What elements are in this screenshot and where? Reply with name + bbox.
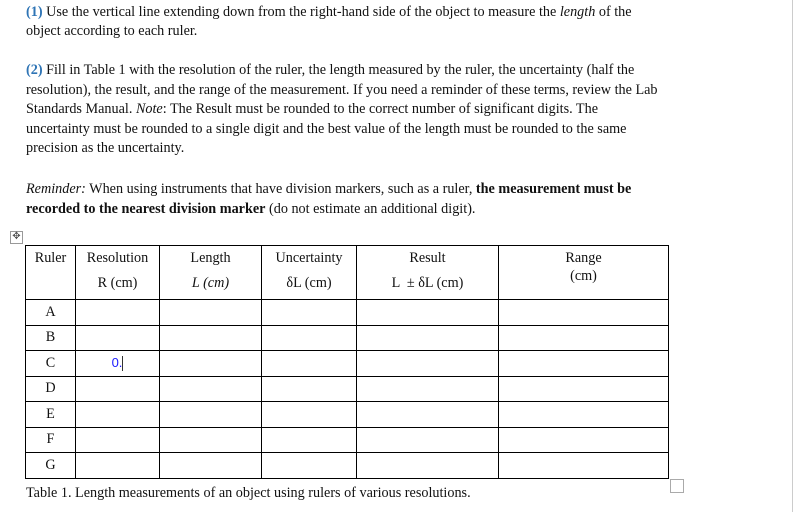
- table-row: [26, 402, 669, 428]
- cell-uncertainty[interactable]: [262, 427, 357, 453]
- text: Result: [409, 250, 446, 266]
- cell-resolution[interactable]: [76, 325, 160, 351]
- cell-resolution[interactable]: [76, 453, 160, 479]
- cell-result[interactable]: [357, 376, 499, 402]
- table-row: [26, 376, 669, 402]
- text: When using instruments that have division markers, such as a ruler,: [85, 181, 476, 197]
- header-resolution: [76, 246, 160, 300]
- text: Resolution: [86, 250, 149, 266]
- cell-result[interactable]: [357, 325, 499, 351]
- cell-ruler: D: [26, 376, 76, 402]
- reminder-line-2: [26, 200, 475, 219]
- cell-uncertainty[interactable]: [262, 351, 357, 377]
- cell-uncertainty[interactable]: [262, 300, 357, 326]
- cell-resolution[interactable]: [76, 300, 160, 326]
- cell-length[interactable]: [160, 402, 262, 428]
- cell-range[interactable]: [499, 300, 669, 326]
- table-row: [26, 427, 669, 453]
- step-number: (1): [26, 4, 43, 20]
- cell-result[interactable]: [357, 402, 499, 428]
- instruction-1-line-2: object according to each ruler.: [26, 23, 198, 39]
- text: length: [559, 4, 596, 20]
- cell-result[interactable]: [357, 427, 499, 453]
- header-uncertainty: [262, 246, 357, 300]
- text: Fill in Table 1 with the resolution of the ruler, the length measured by the ruler, the uncertainty (half the: [42, 62, 635, 78]
- header-result: [357, 246, 499, 300]
- cell-ruler: G: [26, 453, 76, 479]
- instruction-2-line-4: uncertainty must be rounded to a single digit and the best value of the length must be rounded to the same: [26, 120, 627, 137]
- text: Reminder:: [26, 181, 86, 197]
- text: δL (cm): [286, 275, 332, 291]
- instruction-1-line-1: [26, 3, 632, 22]
- text: Ruler: [34, 250, 67, 266]
- cell-ruler: E: [26, 402, 76, 428]
- cell-length[interactable]: [160, 376, 262, 402]
- resolution-entry[interactable]: 0.: [111, 354, 123, 370]
- cell-ruler: C: [26, 351, 76, 377]
- header-ruler: [26, 246, 76, 300]
- table-resize-handle[interactable]: [670, 479, 684, 493]
- cell-length[interactable]: [160, 325, 262, 351]
- cell-resolution[interactable]: [76, 376, 160, 402]
- text: (do not estimate an additional digit).: [265, 200, 476, 217]
- cell-uncertainty[interactable]: [262, 453, 357, 479]
- text: Use the vertical line extending down from the right-hand side of the object to measure the: [42, 4, 560, 20]
- cell-uncertainty[interactable]: [262, 325, 357, 351]
- text: Length: [190, 250, 231, 266]
- page-edge-divider: [792, 0, 793, 512]
- table-row: [26, 351, 669, 377]
- cell-resolution[interactable]: [76, 427, 160, 453]
- cell-ruler: B: [26, 325, 76, 351]
- text: the measurement must be: [475, 181, 632, 197]
- cell-result[interactable]: [357, 453, 499, 479]
- cell-range[interactable]: [499, 376, 669, 402]
- instruction-2-line-3: [26, 100, 598, 119]
- cell-result[interactable]: [357, 351, 499, 377]
- table-move-handle-icon[interactable]: ✥: [10, 231, 23, 244]
- cell-resolution[interactable]: [76, 351, 160, 377]
- cell-uncertainty[interactable]: [262, 402, 357, 428]
- text: Range: [565, 250, 602, 266]
- text: L ± δL (cm): [391, 275, 464, 291]
- text: R (cm): [97, 275, 138, 291]
- text-cursor: [122, 356, 123, 371]
- table-row: [26, 453, 669, 479]
- header-length: [160, 246, 262, 300]
- text: L (cm): [191, 275, 230, 291]
- cell-uncertainty[interactable]: [262, 376, 357, 402]
- text: Standards Manual.: [26, 101, 136, 117]
- cell-range[interactable]: [499, 453, 669, 479]
- cell-length[interactable]: [160, 300, 262, 326]
- cell-range[interactable]: [499, 427, 669, 453]
- cell-ruler: F: [26, 427, 76, 453]
- text: Note: [135, 101, 163, 117]
- text: of the: [595, 4, 632, 20]
- table-row: [26, 300, 669, 326]
- cell-result[interactable]: [357, 300, 499, 326]
- table-caption: Table 1. Length measurements of an object using rulers of various resolutions.: [26, 485, 471, 501]
- reminder-line-1: [26, 180, 631, 199]
- instruction-2-line-1: [26, 61, 634, 80]
- instruction-2-line-2: resolution), the result, and the range of the measurement. If you need a reminder of these terms, review the Lab: [26, 81, 658, 98]
- text: recorded to the nearest division marker: [26, 200, 266, 217]
- instruction-2-line-5: precision as the uncertainty.: [26, 140, 185, 156]
- cell-ruler: A: [26, 300, 76, 326]
- text: : The Result must be rounded to the correct number of significant digits. The: [162, 101, 598, 117]
- length-measurements-table: [25, 245, 669, 479]
- header-range: [499, 246, 669, 300]
- cell-range[interactable]: [499, 325, 669, 351]
- table-row: [26, 325, 669, 351]
- cell-length[interactable]: [160, 351, 262, 377]
- text: (cm): [570, 268, 597, 284]
- cell-resolution[interactable]: [76, 402, 160, 428]
- cell-length[interactable]: [160, 427, 262, 453]
- text: Uncertainty: [275, 250, 343, 266]
- cell-range[interactable]: [499, 402, 669, 428]
- cell-range[interactable]: [499, 351, 669, 377]
- step-number: (2): [26, 62, 43, 78]
- cell-length[interactable]: [160, 453, 262, 479]
- table-header-row: [26, 246, 669, 300]
